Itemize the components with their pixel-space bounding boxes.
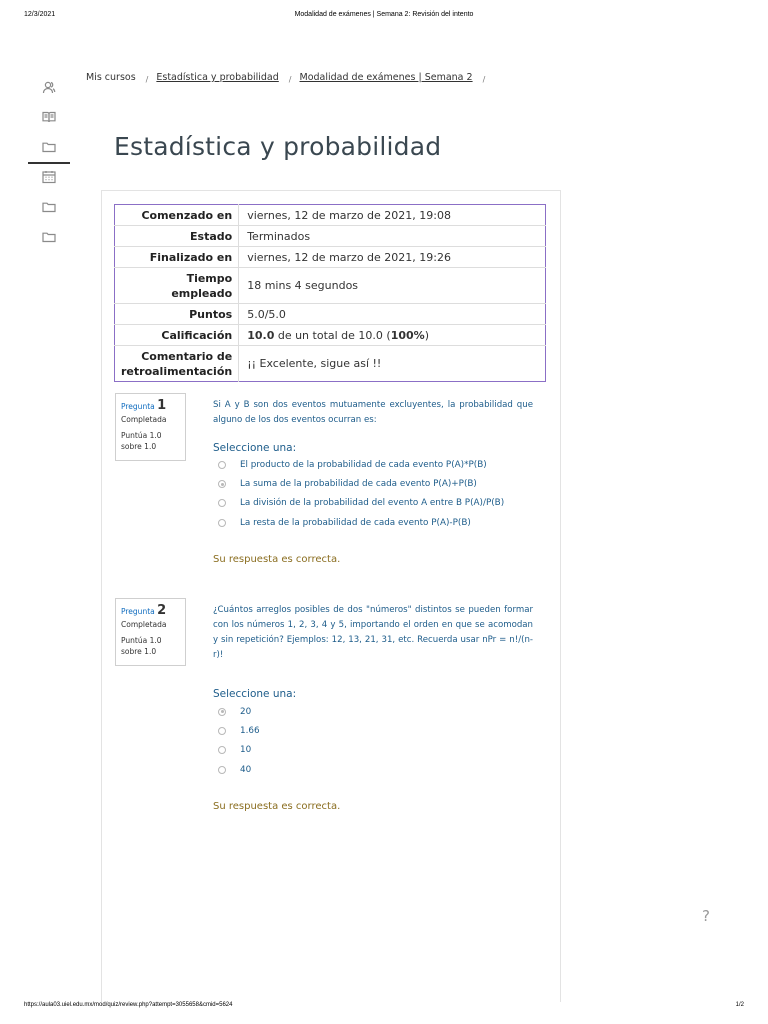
print-url: https://aula03.uiel.edu.mx/mod/quiz/review.php?attempt=3055658&cmid=5624 bbox=[24, 1002, 233, 1008]
breadcrumb-separator: / bbox=[288, 75, 292, 84]
breadcrumb-course[interactable]: Estadística y probabilidad bbox=[156, 72, 279, 83]
radio-button[interactable] bbox=[218, 519, 226, 527]
comment-value: ¡¡ Excelente, sigue así !! bbox=[239, 346, 546, 382]
state-label: Estado bbox=[115, 226, 239, 247]
option-label: 10 bbox=[240, 745, 252, 756]
grade-value bbox=[239, 325, 546, 346]
nav-folder-1[interactable] bbox=[28, 132, 70, 162]
finished-value: viernes, 12 de marzo de 2021, 19:26 bbox=[239, 247, 546, 268]
grade-score: 10.0 bbox=[247, 328, 275, 342]
summary-row-points bbox=[115, 304, 546, 325]
time-label-line-2: empleado bbox=[171, 286, 233, 300]
breadcrumb-separator: / bbox=[145, 75, 149, 84]
nav-folder-3[interactable] bbox=[28, 222, 70, 252]
question-1-info bbox=[115, 393, 186, 461]
help-button[interactable]: ? bbox=[702, 907, 710, 925]
question-label: Pregunta bbox=[121, 402, 155, 411]
question-number: 1 bbox=[157, 398, 167, 413]
question-2-options bbox=[218, 702, 260, 780]
summary-row-comment bbox=[115, 346, 546, 382]
comment-label bbox=[115, 346, 239, 382]
question-grade-line-2: sobre 1.0 bbox=[121, 442, 157, 451]
print-page-number: 1/2 bbox=[735, 1002, 744, 1008]
radio-button[interactable] bbox=[218, 727, 226, 735]
grade-total-text: de un total de 10.0 ( bbox=[274, 328, 391, 342]
question-2-prompt: Seleccione una: bbox=[213, 688, 297, 700]
nav-grades[interactable] bbox=[28, 102, 70, 132]
question-status: Completada bbox=[121, 415, 167, 424]
time-label-line-1: Tiempo bbox=[186, 271, 233, 285]
book-icon bbox=[42, 110, 56, 124]
breadcrumb-separator: / bbox=[482, 75, 486, 84]
nav-folder-2[interactable] bbox=[28, 192, 70, 222]
print-header bbox=[0, 11, 768, 23]
print-footer bbox=[0, 1002, 768, 1014]
folder-icon bbox=[42, 140, 56, 154]
question-2-option-a[interactable] bbox=[218, 702, 260, 721]
grade-label: Calificación bbox=[115, 325, 239, 346]
option-label: La división de la probabilidad del evento A entre B P(A)/P(B) bbox=[240, 498, 505, 509]
question-grade-line-1: Puntúa 1.0 bbox=[121, 636, 162, 645]
state-value: Terminados bbox=[239, 226, 546, 247]
question-1-option-c[interactable] bbox=[218, 494, 504, 513]
points-label: Puntos bbox=[115, 304, 239, 325]
radio-button-selected[interactable] bbox=[218, 480, 226, 488]
radio-button[interactable] bbox=[218, 746, 226, 754]
breadcrumb-my-courses[interactable]: Mis cursos bbox=[86, 72, 136, 83]
summary-row-finished bbox=[115, 247, 546, 268]
nav-calendar[interactable] bbox=[28, 162, 70, 192]
question-2-feedback: Su respuesta es correcta. bbox=[213, 801, 341, 812]
started-value: viernes, 12 de marzo de 2021, 19:08 bbox=[247, 208, 451, 222]
comment-label-line-2: retroalimentación bbox=[121, 364, 233, 378]
radio-button[interactable] bbox=[218, 766, 226, 774]
participants-icon bbox=[42, 80, 56, 94]
grade-percent: 100% bbox=[390, 328, 425, 342]
question-1-options bbox=[218, 455, 504, 533]
option-label: El producto de la probabilidad de cada evento P(A)*P(B) bbox=[240, 459, 487, 470]
option-label: La resta de la probabilidad de cada evento P(A)-P(B) bbox=[240, 517, 471, 528]
radio-button-selected[interactable] bbox=[218, 708, 226, 716]
nav-participants[interactable] bbox=[28, 72, 70, 102]
question-2-option-d[interactable] bbox=[218, 760, 260, 779]
question-1-feedback: Su respuesta es correcta. bbox=[213, 554, 341, 565]
summary-row-started bbox=[115, 205, 546, 226]
summary-row-grade bbox=[115, 325, 546, 346]
folder-icon bbox=[42, 200, 56, 214]
attempt-summary-table bbox=[114, 204, 546, 382]
question-1-prompt: Seleccione una: bbox=[213, 442, 297, 454]
option-label: 1.66 bbox=[240, 726, 260, 737]
question-2-info bbox=[115, 598, 186, 666]
time-value: 18 mins 4 segundos bbox=[239, 268, 546, 304]
summary-row-time bbox=[115, 268, 546, 304]
question-status: Completada bbox=[121, 620, 167, 629]
comment-label-line-1: Comentario de bbox=[141, 349, 233, 363]
radio-button[interactable] bbox=[218, 499, 226, 507]
question-number: 2 bbox=[157, 603, 167, 618]
question-1-option-b[interactable] bbox=[218, 474, 504, 493]
calendar-icon bbox=[42, 170, 56, 184]
print-title: Modalidad de exámenes | Semana 2: Revisión del intento bbox=[294, 11, 474, 18]
option-label: 20 bbox=[240, 706, 252, 717]
folder-icon bbox=[42, 230, 56, 244]
question-2-text: ¿Cuántos arreglos posibles de dos "números" distintos se pueden formar con los números 1, 2, 3, 4 y 5, importando el orden en que se acomodan y sin repetición? Ejemplos: 12, 13, 21, 31, etc. Recuerda usar nPr = n!/(n-r)! bbox=[213, 605, 533, 660]
question-1-option-a[interactable] bbox=[218, 455, 504, 474]
question-grade-line-2: sobre 1.0 bbox=[121, 647, 157, 656]
grade-close-paren: ) bbox=[424, 328, 429, 342]
page-title: Estadística y probabilidad bbox=[114, 132, 442, 161]
started-label: Comenzado en bbox=[115, 205, 239, 226]
question-2-option-c[interactable] bbox=[218, 741, 260, 760]
finished-label: Finalizado en bbox=[115, 247, 239, 268]
summary-row-state bbox=[115, 226, 546, 247]
radio-button[interactable] bbox=[218, 461, 226, 469]
question-2-option-b[interactable] bbox=[218, 721, 260, 740]
option-label: 40 bbox=[240, 764, 252, 775]
option-label: La suma de la probabilidad de cada evento P(A)+P(B) bbox=[240, 479, 477, 490]
side-nav bbox=[28, 72, 70, 252]
question-grade-line-1: Puntúa 1.0 bbox=[121, 431, 162, 440]
question-1-option-d[interactable] bbox=[218, 513, 504, 532]
breadcrumb-quiz[interactable]: Modalidad de exámenes | Semana 2 bbox=[299, 72, 473, 83]
question-label: Pregunta bbox=[121, 607, 155, 616]
print-date: 12/3/2021 bbox=[24, 11, 56, 18]
points-value: 5.0/5.0 bbox=[239, 304, 546, 325]
time-label bbox=[115, 268, 239, 304]
question-1-text: Si A y B son dos eventos mutuamente excluyentes, la probabilidad que alguno de los dos eventos ocurran es: bbox=[213, 400, 533, 425]
breadcrumb bbox=[86, 72, 493, 83]
